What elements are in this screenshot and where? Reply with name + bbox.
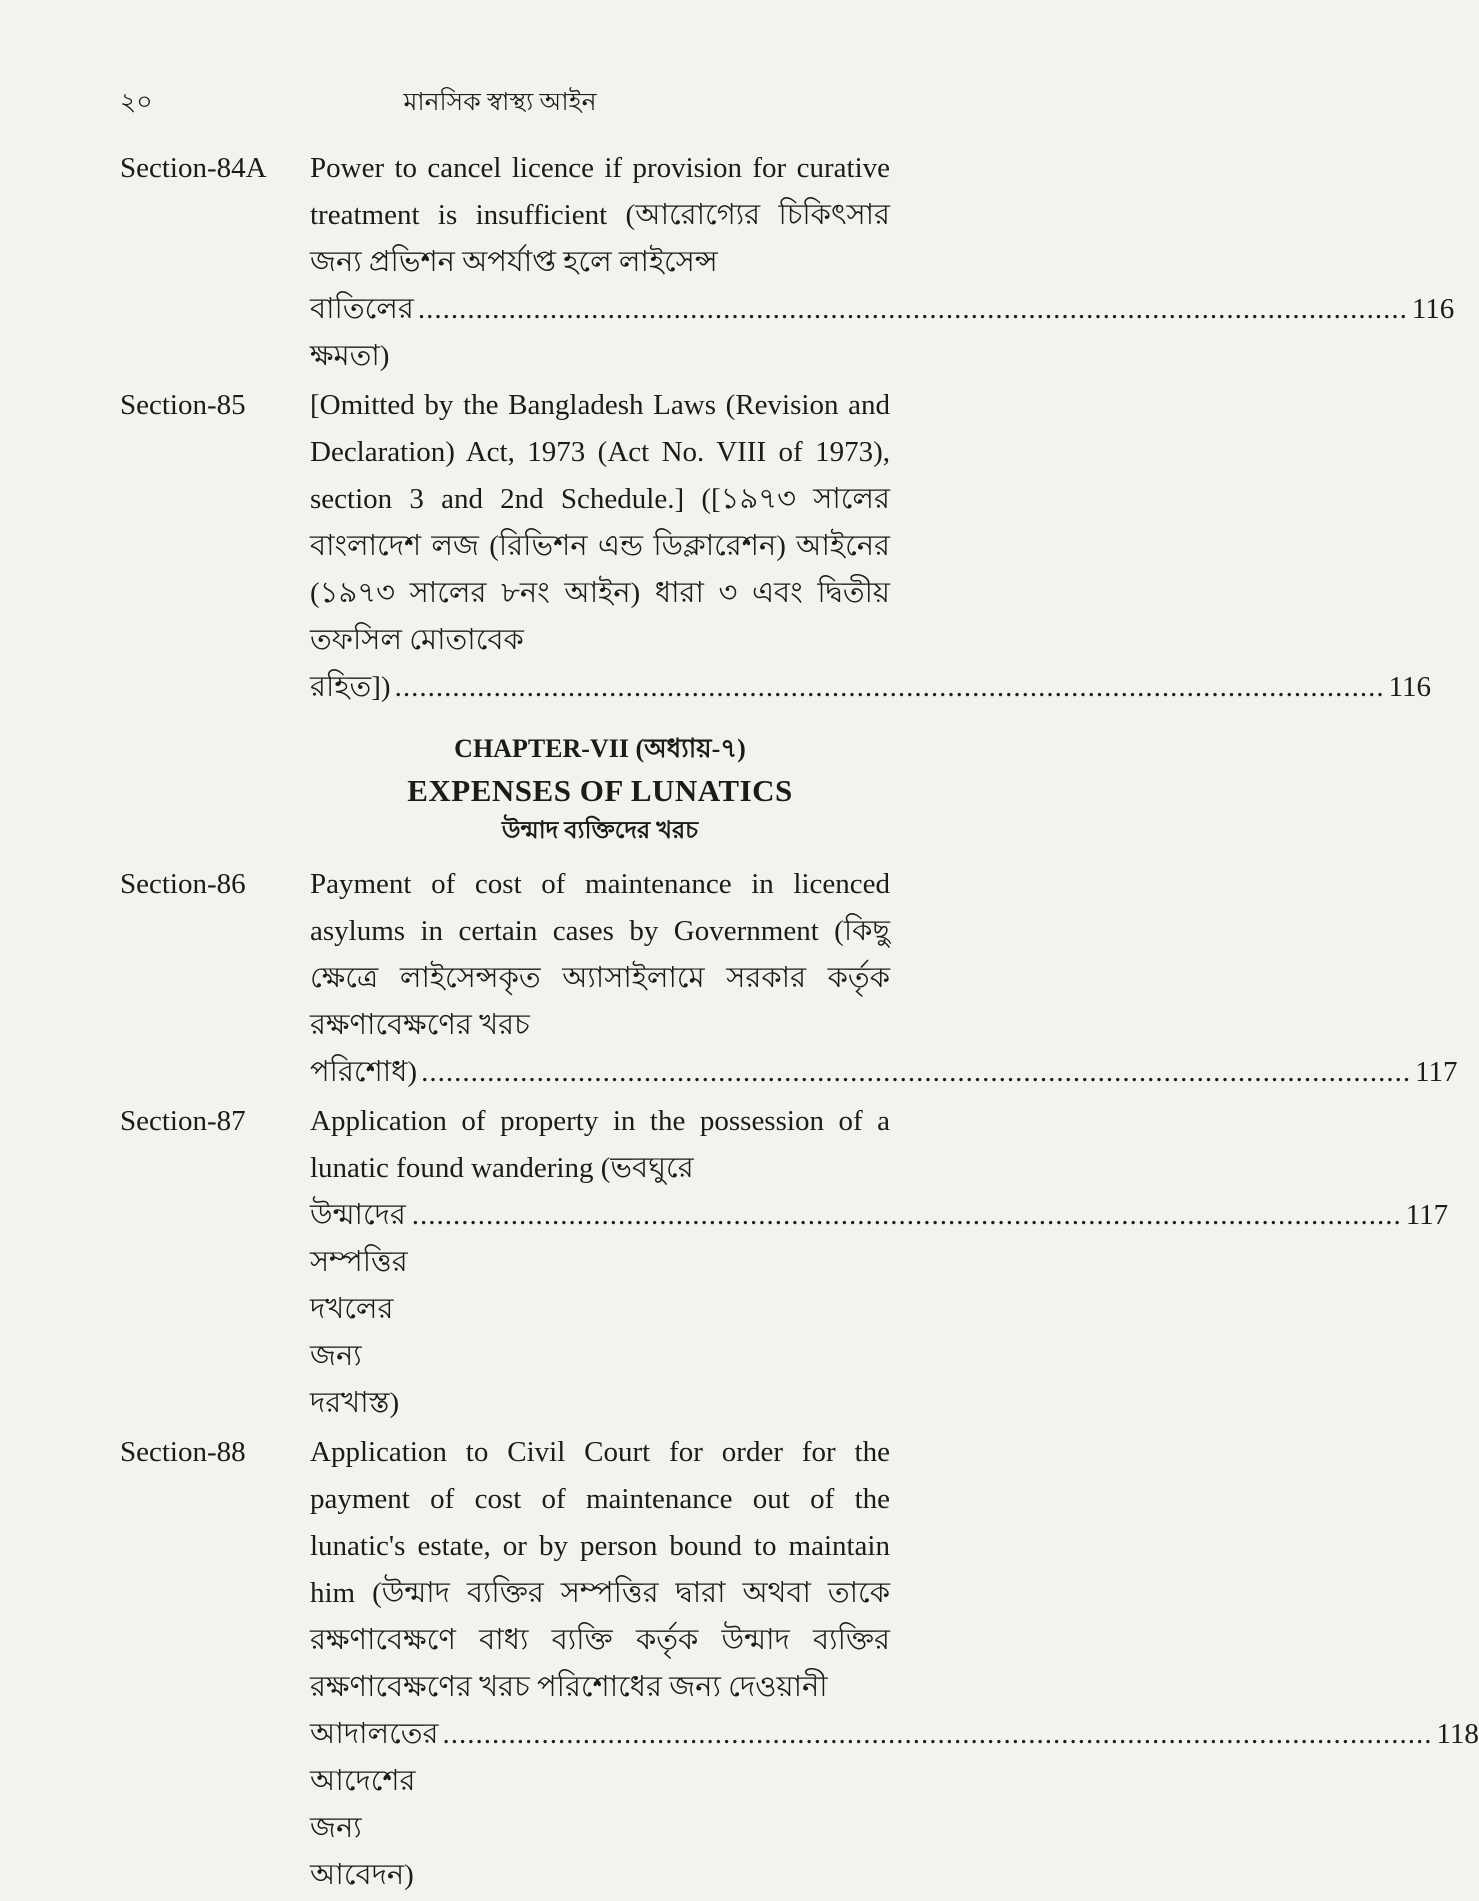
page-reference: 116 [1411,293,1455,325]
chapter-number: CHAPTER-VII (অধ্যায়-৭) [454,734,746,763]
section-description [310,1429,1479,1899]
page-reference: 118 [1436,1718,1479,1750]
chapter-heading [310,729,890,849]
section-text-end: পরিশোধ) [310,1056,418,1088]
section-description [310,1098,1449,1427]
contents-entry [120,861,1458,1096]
contents-list [120,145,1479,1901]
section-label: Section-86 [120,868,246,900]
section-description [310,861,1458,1096]
section-text: Application to Civil Court for order for the payment of cost of maintenance out of the lunatic's estate, or by person bound to maintain him (উন্মাদ ব্যক্তির সম্পত্তির দ্বারা অথবা তাকে রক্ষণাবেক্ষণে বাধ্য ব্যক্তি কর্তৃক উন্মাদ ব্যক্তির রক্ষণাবেক্ষণের খরচ পরিশোধের জন্য দেওয়ানী [310,1436,890,1703]
contents-entry [120,145,1455,380]
section-text: Application of property in the possession of a lunatic found wandering (ভবঘুরে [310,1105,890,1184]
leader-line [310,1711,1479,1899]
dot-leader: ........................................................................................................................ [411,1199,1402,1231]
section-text-end: আদালতের আদেশের জন্য আবেদন) [310,1718,439,1891]
contents-entry [120,382,1431,711]
contents-entry [120,1429,1479,1899]
page-reference: 116 [1388,671,1431,703]
section-text-end: রহিত]) [310,671,391,703]
section-text: [Omitted by the Bangladesh Laws (Revision and Declaration) Act, 1973 (Act No. VIII of 1973), section 3 and 2nd Schedule.] ([১৯৭৩ সালের বাংলাদেশ লজ (রিভিশন এন্ড ডিক্লারেশন) আইনের (১৯৭৩ সালের ৮নং আইন) ধারা ৩ এবং দ্বিতীয় তফসিল মোতাবেক [310,389,890,656]
page-reference: 117 [1415,1056,1458,1088]
leader-line [310,664,1431,711]
section-description [310,382,1431,711]
leader-line [310,286,1455,380]
dot-leader: ........................................................................................................................ [442,1718,1433,1750]
page-header [120,82,880,118]
section-label: Section-87 [120,1105,246,1137]
section-label: Section-88 [120,1436,246,1468]
section-text: Power to cancel licence if provision for curative treatment is insufficient (আরোগ্যের চিকিৎসার জন্য প্রভিশন অপর্যাপ্ত হলে লাইসেন্স [310,152,890,278]
section-text-end: উন্মাদের সম্পত্তির দখলের জন্য দরখাস্ত) [310,1199,408,1419]
dot-leader: ........................................................................................................................ [394,671,1385,703]
running-title: মানসিক স্বাস্থ্য আইন [403,89,597,116]
page-reference: 117 [1405,1199,1449,1231]
page-number: ২০ [120,89,153,116]
section-text-end: বাতিলের ক্ষমতা) [310,293,414,372]
section-label: Section-84A [120,152,267,184]
leader-line [310,1049,1458,1096]
dot-leader: ........................................................................................................................ [421,1056,1412,1088]
leader-line [310,1192,1449,1427]
section-text: Payment of cost of maintenance in licenced asylums in certain cases by Government (কিছু ক্ষেত্রে লাইসেন্সকৃত অ্যাসাইলামে সরকার কর্তৃক রক্ষণাবেক্ষণের খরচ [310,868,890,1041]
dot-leader: ........................................................................................................................ [417,293,1408,325]
chapter-subtitle: উন্মাদ ব্যক্তিদের খরচ [501,818,699,844]
contents-entry [120,1098,1449,1427]
chapter-title: EXPENSES OF LUNATICS [407,773,793,808]
section-label: Section-85 [120,389,246,421]
section-description [310,145,1455,380]
